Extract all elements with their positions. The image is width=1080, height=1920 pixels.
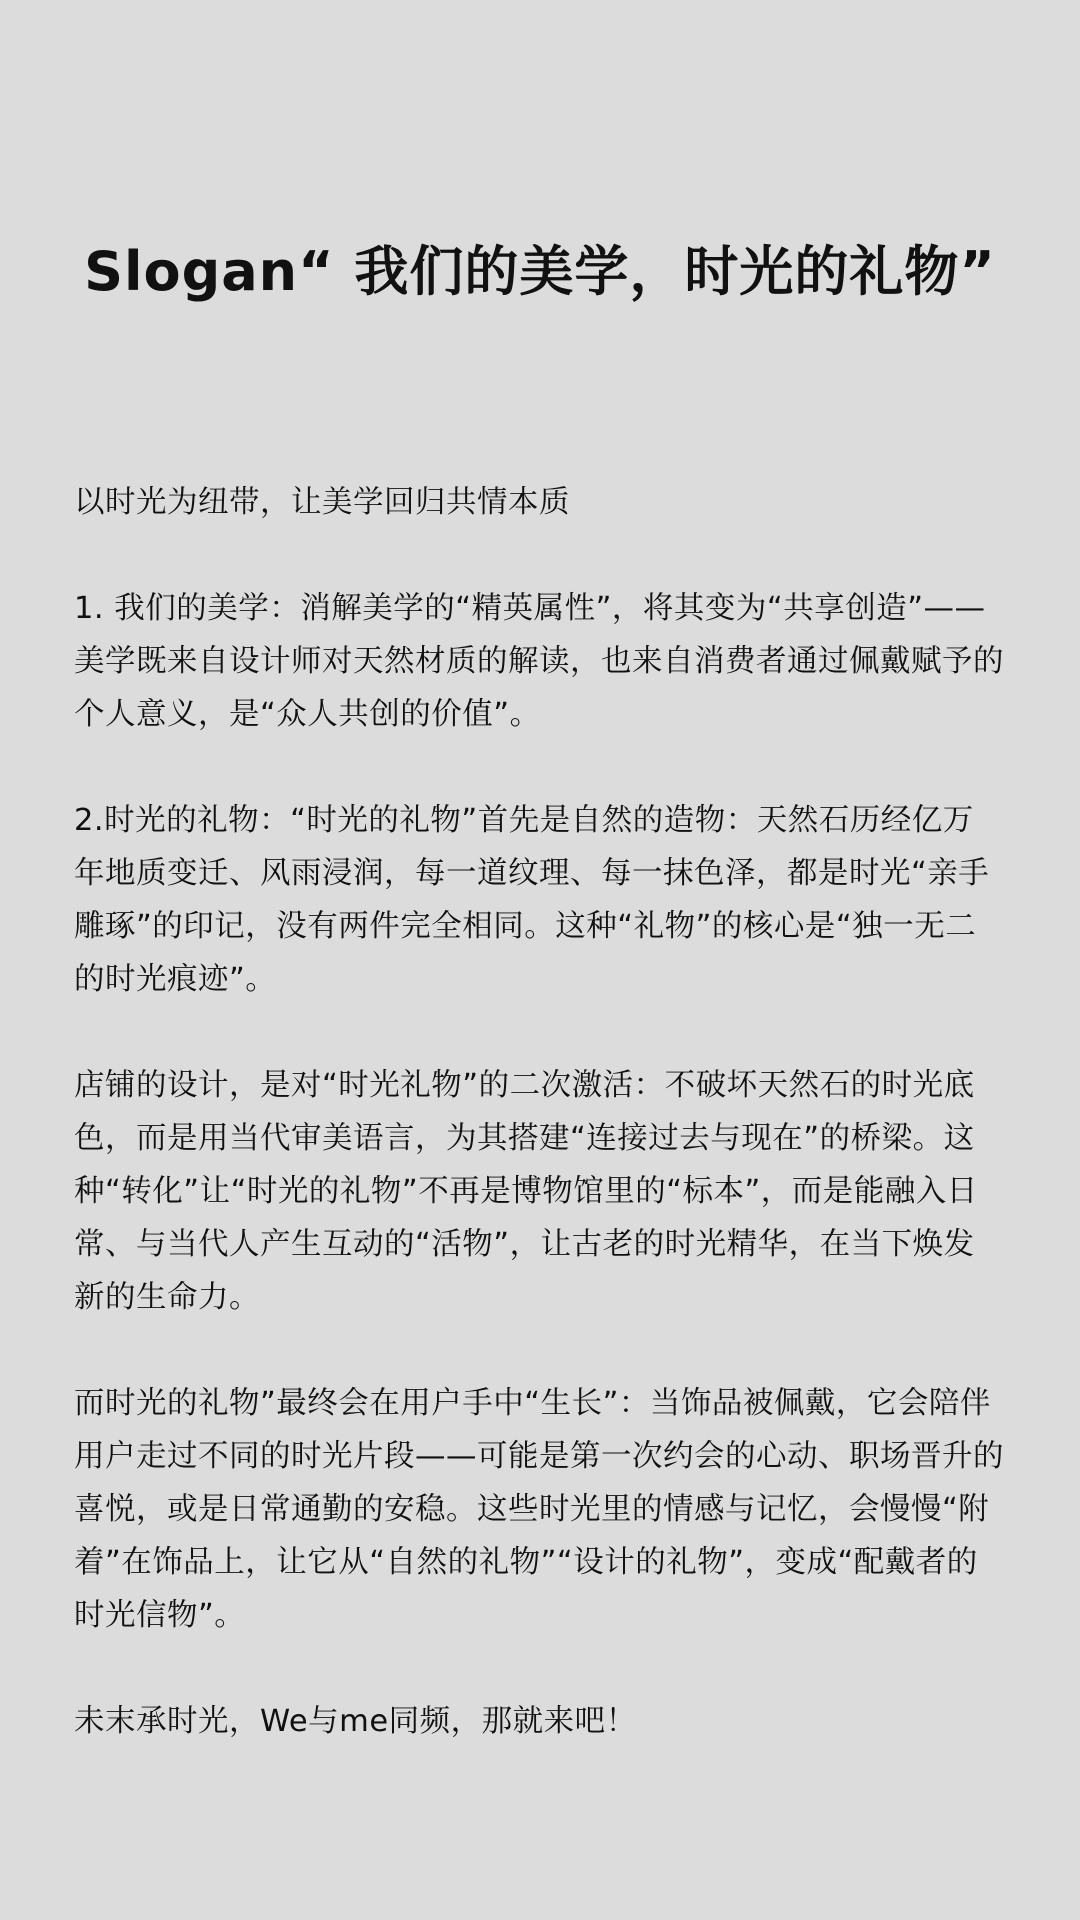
- intro-paragraph: 以时光为纽带，让美学回归共情本质: [74, 485, 570, 520]
- store-design-paragraph: 店铺的设计，是对“时光礼物”的二次激活：不破坏天然石的时光底色，而是用当代审美语言，为其搭建“连接过去与现在”的桥梁。这种“转化”让“时光的礼物”不再是博物馆里的“标本”，而是能融入日常、与当代人产生互动的“活物”，让古老的时光精华，在当下焕发新的生命力。: [74, 1068, 978, 1315]
- page-title: Slogan“ 我们的美学，时光的礼物”: [84, 240, 996, 303]
- gift-of-time-paragraph: 2.时光的礼物：“时光的礼物”首先是自然的造物：天然石历经亿万年地质变迁、风雨浸润，每一道纹理、每一抹色泽，都是时光“亲手雕琢”的印记，没有两件完全相同。这种“礼物”的核心是“独一无二的时光痕迹”。: [74, 803, 990, 997]
- body-text: [74, 476, 1004, 1748]
- aesthetics-paragraph: 1. 我们的美学：消解美学的“精英属性”，将其变为“共享创造”——美学既来自设计师对天然材质的解读，也来自消费者通过佩戴赋予的个人意义，是“众人共创的价值”。: [74, 591, 1004, 732]
- growth-paragraph: 而时光的礼物”最终会在用户手中“生长”：当饰品被佩戴，它会陪伴用户走过不同的时光片段——可能是第一次约会的心动、职场晋升的喜悦，或是日常通勤的安稳。这些时光里的情感与记忆，会慢慢“附着”在饰品上，让它从“自然的礼物”“设计的礼物”，变成“配戴者的时光信物”。: [74, 1386, 1004, 1633]
- closing-paragraph: 未末承时光，We与me同频，那就来吧！: [74, 1704, 637, 1739]
